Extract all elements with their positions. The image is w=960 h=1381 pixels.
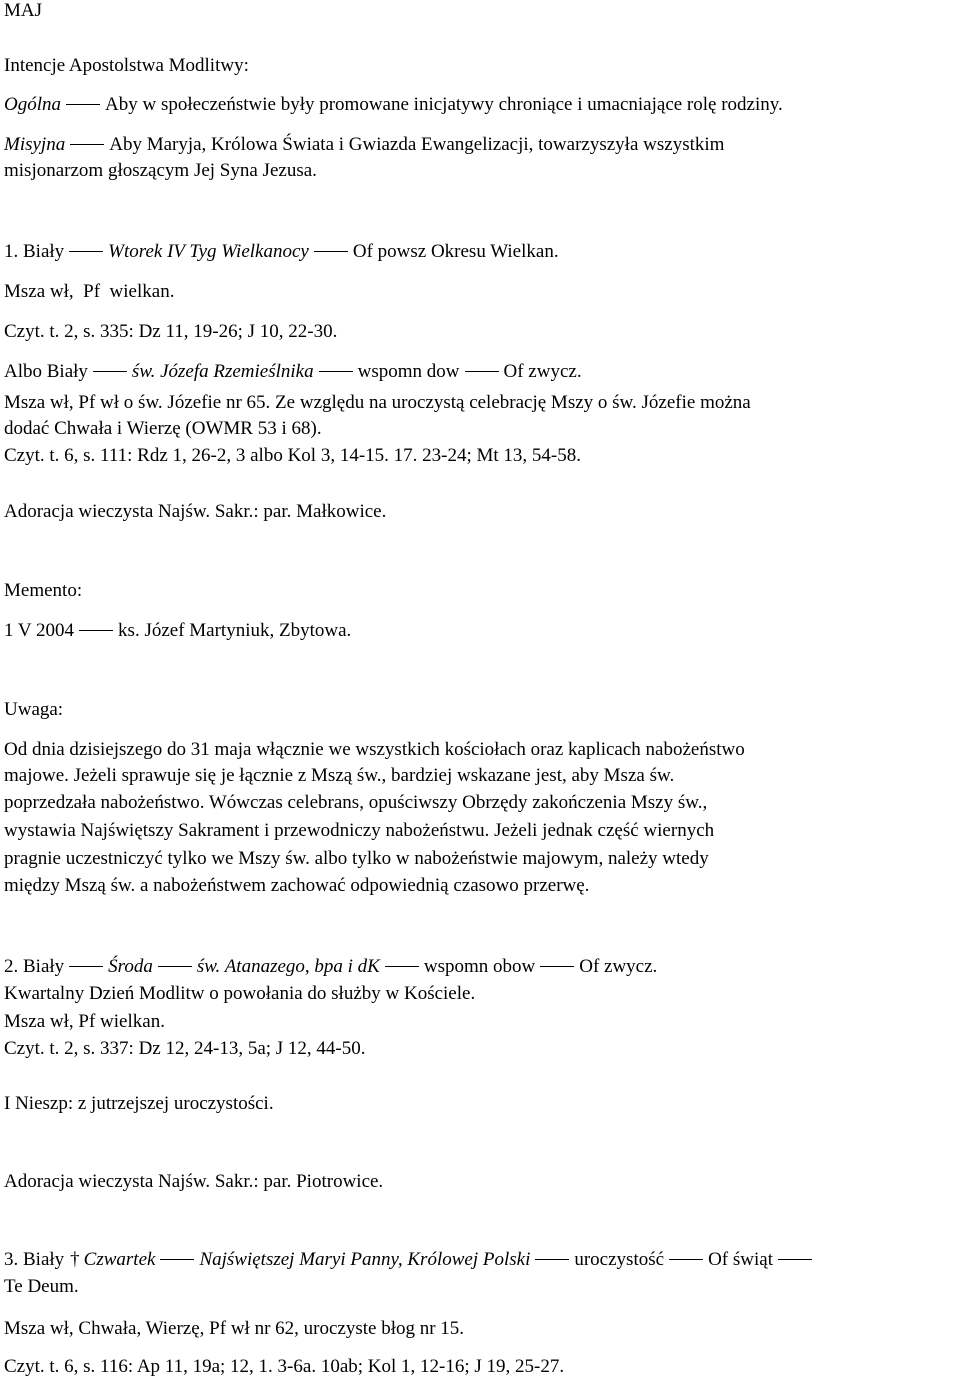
em-dash (69, 966, 103, 967)
day3-rank: uroczystość (574, 1249, 665, 1270)
day1-alt-readings: Czyt. t. 6, s. 111: Rdz 1, 26-2, 3 albo Kol 3, 14-15. 17. 23-24; Mt 13, 54-58. (4, 445, 582, 466)
day3-header (4, 1247, 817, 1273)
em-dash (385, 966, 419, 967)
em-dash (465, 371, 499, 372)
month-heading: MAJ (4, 0, 43, 21)
day1-alt-color: Albo Biały (4, 361, 88, 382)
memento-person: ks. Józef Martyniuk, Zbytowa. (118, 620, 352, 641)
day1-number-color: 1. Biały (4, 241, 65, 262)
day1-alt-mass-2: dodać Chwała i Wierzę (OWMR 53 i 68). (4, 418, 322, 439)
day1-alt-rank: wspomn dow (357, 361, 460, 382)
note-line: między Mszą św. a nabożeństwem zachować odpowiednią czasowo przerwę. (4, 875, 590, 896)
day1-day-name: Wtorek IV Tyg Wielkanocy (108, 241, 309, 262)
cross-icon: † (70, 1249, 80, 1270)
note-line: pragnie uczestniczyć tylko we Mszy św. albo tylko w nabożeństwie majowym, należy wtedy (4, 848, 709, 869)
day3-office: Of świąt (708, 1249, 773, 1270)
mission-intention (4, 132, 724, 158)
day1-header (4, 239, 559, 265)
em-dash (93, 371, 127, 372)
day3-mass: Msza wł, Chwała, Wierzę, Pf wł nr 62, uroczyste błog nr 15. (4, 1318, 465, 1339)
day1-readings: Czyt. t. 2, s. 335: Dz 11, 19-26; J 10, 22-30. (4, 321, 338, 342)
note-line: majowe. Jeżeli sprawuje się je łącznie z Mszą św., bardziej wskazane jest, aby Msza św. (4, 765, 675, 786)
day2-readings: Czyt. t. 2, s. 337: Dz 12, 24-13, 5a; J 12, 44-50. (4, 1038, 366, 1059)
em-dash (79, 630, 113, 631)
day2-prayer-day: Kwartalny Dzień Modlitw o powołania do służby w Kościele. (4, 983, 476, 1004)
em-dash (69, 251, 103, 252)
em-dash (778, 1259, 812, 1260)
day3-te-deum: Te Deum. (4, 1276, 79, 1297)
em-dash (314, 251, 348, 252)
day1-alt-header (4, 359, 582, 385)
memento-title: Memento: (4, 580, 83, 601)
em-dash (158, 966, 192, 967)
note-line: wystawia Najświętszy Sakrament i przewodniczy nabożeństwu. Jeżeli jednak część wiernych (4, 820, 715, 841)
day2-office: Of zwycz. (579, 956, 658, 977)
memento-date: 1 V 2004 (4, 620, 75, 641)
day2-mass: Msza wł, Pf wielkan. (4, 1011, 165, 1032)
day2-vespers: I Nieszp: z jutrzejszej uroczystości. (4, 1093, 274, 1114)
day1-adoration: Adoracja wieczysta Najśw. Sakr.: par. Małkowice. (4, 501, 387, 522)
general-intention-label: Ogólna (4, 94, 61, 115)
note-title: Uwaga: (4, 699, 64, 720)
mission-intention-text-2: misjonarzom głoszącym Jej Syna Jezusa. (4, 160, 317, 181)
day2-adoration: Adoracja wieczysta Najśw. Sakr.: par. Piotrowice. (4, 1171, 384, 1192)
day1-alt-saint: św. Józefa Rzemieślnika (131, 361, 314, 382)
day2-day-name: Środa (108, 956, 153, 977)
em-dash (70, 144, 104, 145)
note-line: Od dnia dzisiejszego do 31 maja włącznie we wszystkich kościołach oraz kaplicach nabożeństwo (4, 739, 745, 760)
mission-intention-text-1: Aby Maryja, Królowa Świata i Gwiazda Ewangelizacji, towarzyszyła wszystkim (109, 134, 725, 155)
em-dash (540, 966, 574, 967)
day2-saint: św. Atanazego, bpa i dK (196, 956, 380, 977)
intentions-title: Intencje Apostolstwa Modlitwy: (4, 55, 249, 76)
note-line: poprzedzała nabożeństwo. Wówczas celebrans, opuściwszy Obrzędy zakończenia Mszy św., (4, 792, 708, 813)
day3-readings: Czyt. t. 6, s. 116: Ap 11, 19a; 12, 1. 3-6a. 10ab; Kol 1, 12-16; J 19, 25-27. (4, 1356, 565, 1377)
em-dash (669, 1259, 703, 1260)
day3-number-color: 3. Biały (4, 1249, 65, 1270)
day1-alt-office: Of zwycz. (503, 361, 582, 382)
day1-office: Of powsz Okresu Wielkan. (352, 241, 559, 262)
em-dash (66, 104, 100, 105)
general-intention-text: Aby w społeczeństwie były promowane inicjatywy chroniące i umacniające rolę rodziny. (105, 94, 783, 115)
day3-feast: Najświętszej Maryi Panny, Królowej Polski (199, 1249, 531, 1270)
day2-number-color: 2. Biały (4, 956, 65, 977)
day3-day-name: Czwartek (83, 1249, 156, 1270)
memento-entry (4, 618, 351, 644)
em-dash (319, 371, 353, 372)
day2-header (4, 954, 657, 980)
general-intention (4, 92, 783, 118)
em-dash (535, 1259, 569, 1260)
em-dash (160, 1259, 194, 1260)
day2-rank: wspomn obow (423, 956, 536, 977)
mission-intention-label: Misyjna (4, 134, 66, 155)
day1-alt-mass-1: Msza wł, Pf wł o św. Józefie nr 65. Ze względu na uroczystą celebrację Mszy o św. Józefie można (4, 392, 751, 413)
day1-mass: Msza wł, Pf wielkan. (4, 281, 175, 302)
